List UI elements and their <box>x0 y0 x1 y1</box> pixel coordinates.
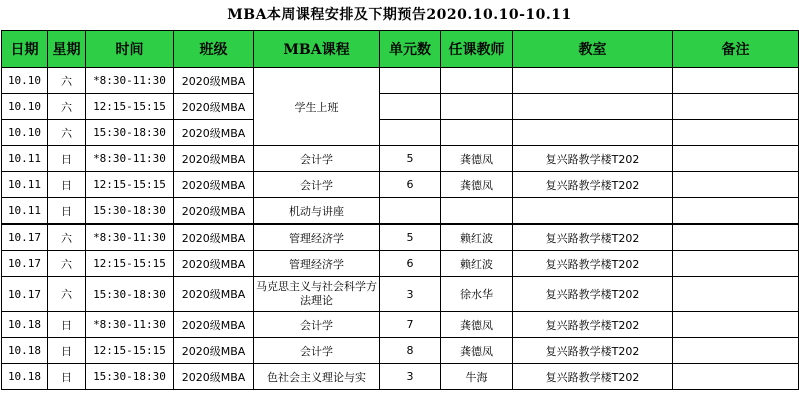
cell-time: 12:15-15:15 <box>86 338 174 364</box>
cell-class: 2020级MBA <box>174 198 254 225</box>
cell-date: 10.17 <box>2 224 48 251</box>
cell-time: 15:30-18:30 <box>86 120 174 146</box>
cell-weekday: 六 <box>48 277 86 312</box>
cell-class: 2020级MBA <box>174 120 254 146</box>
cell-class: 2020级MBA <box>174 68 254 94</box>
cell-course: 马克思主义与社会科学方法理论 <box>254 277 380 312</box>
cell-time: *8:30-11:30 <box>86 224 174 251</box>
cell-note <box>673 172 799 198</box>
header-teacher: 任课教师 <box>441 31 513 68</box>
cell-date: 10.18 <box>2 364 48 390</box>
page-title: MBA本周课程安排及下期预告2020.10.10-10.11 <box>227 7 572 23</box>
cell-room: 复兴路教学楼T202 <box>513 172 673 198</box>
cell-course: 管理经济学 <box>254 224 380 251</box>
header-room: 教室 <box>513 31 673 68</box>
cell-teacher: 赖红波 <box>441 251 513 277</box>
cell-teacher: 龚德凤 <box>441 312 513 338</box>
cell-note <box>673 198 799 225</box>
cell-unit <box>380 198 441 225</box>
cell-teacher: 龚德凤 <box>441 172 513 198</box>
cell-time: 15:30-18:30 <box>86 198 174 225</box>
header-course: MBA课程 <box>254 31 380 68</box>
cell-date: 10.10 <box>2 120 48 146</box>
cell-time: 12:15-15:15 <box>86 251 174 277</box>
cell-class: 2020级MBA <box>174 94 254 120</box>
cell-unit: 6 <box>380 251 441 277</box>
cell-room: 复兴路教学楼T202 <box>513 277 673 312</box>
cell-class: 2020级MBA <box>174 224 254 251</box>
cell-time: 15:30-18:30 <box>86 277 174 312</box>
cell-weekday: 日 <box>48 146 86 172</box>
cell-unit: 7 <box>380 312 441 338</box>
table-row <box>2 68 799 94</box>
cell-time: *8:30-11:30 <box>86 68 174 94</box>
cell-date: 10.17 <box>2 251 48 277</box>
cell-class: 2020级MBA <box>174 172 254 198</box>
cell-time: 12:15-15:15 <box>86 172 174 198</box>
cell-course: 会计学 <box>254 312 380 338</box>
cell-note <box>673 251 799 277</box>
cell-unit <box>380 68 441 94</box>
table-row <box>2 146 799 172</box>
table-row <box>2 312 799 338</box>
cell-room: 复兴路教学楼T202 <box>513 364 673 390</box>
cell-note <box>673 312 799 338</box>
table-row <box>2 251 799 277</box>
cell-weekday: 六 <box>48 94 86 120</box>
table-row <box>2 120 799 146</box>
cell-date: 10.11 <box>2 146 48 172</box>
cell-time: 12:15-15:15 <box>86 94 174 120</box>
cell-date: 10.18 <box>2 338 48 364</box>
cell-time: 15:30-18:30 <box>86 364 174 390</box>
cell-teacher <box>441 68 513 94</box>
cell-course: 机动与讲座 <box>254 198 380 225</box>
cell-room <box>513 120 673 146</box>
cell-class: 2020级MBA <box>174 312 254 338</box>
cell-note <box>673 68 799 94</box>
cell-note <box>673 224 799 251</box>
table-row <box>2 277 799 312</box>
cell-class: 2020级MBA <box>174 277 254 312</box>
header-unit: 单元数 <box>380 31 441 68</box>
cell-course: 会计学 <box>254 172 380 198</box>
cell-teacher: 龚德凤 <box>441 146 513 172</box>
cell-date: 10.10 <box>2 68 48 94</box>
cell-course: 管理经济学 <box>254 251 380 277</box>
cell-weekday: 日 <box>48 172 86 198</box>
cell-teacher: 徐水华 <box>441 277 513 312</box>
cell-date: 10.11 <box>2 172 48 198</box>
cell-note <box>673 120 799 146</box>
table-row <box>2 338 799 364</box>
header-time: 时间 <box>86 31 174 68</box>
cell-room: 复兴路教学楼T202 <box>513 251 673 277</box>
cell-unit: 5 <box>380 224 441 251</box>
cell-teacher <box>441 94 513 120</box>
cell-unit: 6 <box>380 172 441 198</box>
table-row <box>2 198 799 225</box>
cell-weekday: 六 <box>48 120 86 146</box>
cell-room <box>513 198 673 225</box>
cell-date: 10.17 <box>2 277 48 312</box>
cell-weekday: 日 <box>48 364 86 390</box>
table-row <box>2 172 799 198</box>
table-row <box>2 364 799 390</box>
cell-unit: 3 <box>380 364 441 390</box>
cell-date: 10.11 <box>2 198 48 225</box>
cell-note <box>673 146 799 172</box>
header-class: 班级 <box>174 31 254 68</box>
table-row <box>2 94 799 120</box>
cell-course: 会计学 <box>254 338 380 364</box>
cell-weekday: 六 <box>48 68 86 94</box>
schedule-table <box>1 30 799 390</box>
header-row <box>2 31 799 68</box>
cell-date: 10.18 <box>2 312 48 338</box>
cell-course: 会计学 <box>254 146 380 172</box>
cell-note <box>673 277 799 312</box>
header-note: 备注 <box>673 31 799 68</box>
cell-room: 复兴路教学楼T202 <box>513 146 673 172</box>
cell-teacher <box>441 198 513 225</box>
cell-time: *8:30-11:30 <box>86 146 174 172</box>
cell-time: *8:30-11:30 <box>86 312 174 338</box>
header-date: 日期 <box>2 31 48 68</box>
cell-unit <box>380 120 441 146</box>
cell-teacher: 龚德凤 <box>441 338 513 364</box>
cell-note <box>673 338 799 364</box>
cell-unit: 3 <box>380 277 441 312</box>
cell-room <box>513 94 673 120</box>
header-weekday: 星期 <box>48 31 86 68</box>
cell-room: 复兴路教学楼T202 <box>513 224 673 251</box>
cell-unit: 8 <box>380 338 441 364</box>
cell-teacher: 赖红波 <box>441 224 513 251</box>
cell-course: 色社会主义理论与实 <box>254 364 380 390</box>
cell-course: 学生上班 <box>254 68 380 146</box>
cell-teacher <box>441 120 513 146</box>
cell-class: 2020级MBA <box>174 338 254 364</box>
cell-weekday: 日 <box>48 338 86 364</box>
cell-note <box>673 364 799 390</box>
cell-weekday: 日 <box>48 198 86 225</box>
cell-room: 复兴路教学楼T202 <box>513 338 673 364</box>
cell-teacher: 牛海 <box>441 364 513 390</box>
cell-class: 2020级MBA <box>174 146 254 172</box>
cell-room <box>513 68 673 94</box>
cell-weekday: 六 <box>48 251 86 277</box>
cell-note <box>673 94 799 120</box>
cell-room: 复兴路教学楼T202 <box>513 312 673 338</box>
cell-weekday: 日 <box>48 312 86 338</box>
cell-unit <box>380 94 441 120</box>
cell-class: 2020级MBA <box>174 251 254 277</box>
cell-class: 2020级MBA <box>174 364 254 390</box>
cell-unit: 5 <box>380 146 441 172</box>
cell-date: 10.10 <box>2 94 48 120</box>
cell-weekday: 六 <box>48 224 86 251</box>
table-row <box>2 224 799 251</box>
